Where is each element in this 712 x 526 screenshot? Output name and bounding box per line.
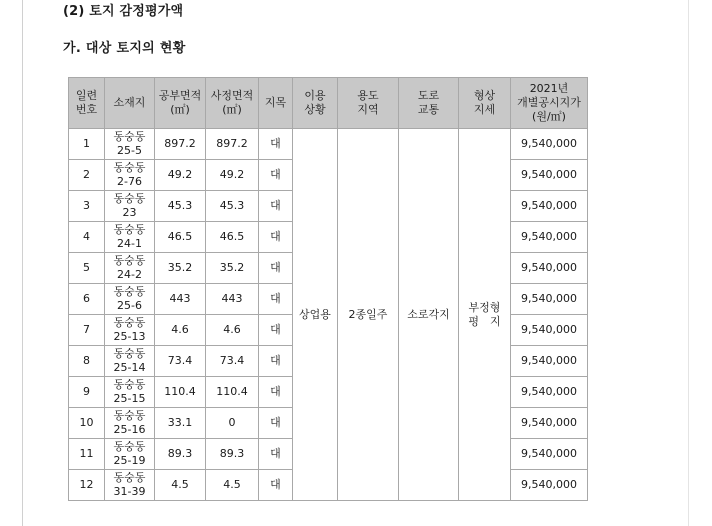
cell-serial-no: 9 (69, 377, 105, 408)
location-lot: 25-19 (113, 454, 146, 467)
cell-serial-no: 12 (69, 470, 105, 501)
location-dong: 동숭동 (113, 440, 146, 453)
location-dong: 동숭동 (113, 316, 146, 329)
cell-location (105, 408, 155, 439)
cell-official-price: 9,540,000 (511, 284, 588, 315)
location-lot: 25-6 (117, 299, 142, 312)
page-left-edge (22, 0, 23, 526)
cell-serial-no: 7 (69, 315, 105, 346)
location-lot: 2-76 (117, 175, 142, 188)
cell-location (105, 284, 155, 315)
cell-assessed-area: 89.3 (206, 439, 259, 470)
cell-location (105, 377, 155, 408)
location-dong: 동숭동 (113, 471, 146, 484)
location-dong: 동숭동 (113, 130, 146, 143)
cell-serial-no: 2 (69, 160, 105, 191)
cell-assessed-area: 897.2 (206, 129, 259, 160)
cell-official-area: 897.2 (155, 129, 206, 160)
location-dong: 동숭동 (113, 161, 146, 174)
cell-official-area: 73.4 (155, 346, 206, 377)
cell-official-area: 443 (155, 284, 206, 315)
header-road: 도로 교통 (399, 78, 459, 129)
cell-assessed-area: 4.5 (206, 470, 259, 501)
cell-official-area: 4.6 (155, 315, 206, 346)
location-lot: 31-39 (113, 485, 146, 498)
cell-location (105, 346, 155, 377)
header-usage: 이용 상황 (293, 78, 338, 129)
cell-official-price: 9,540,000 (511, 222, 588, 253)
location-dong: 동숭동 (113, 223, 146, 236)
header-location: 소재지 (105, 78, 155, 129)
cell-land-category: 대 (259, 408, 293, 439)
location-dong: 동숭동 (113, 192, 146, 205)
cell-assessed-area: 73.4 (206, 346, 259, 377)
cell-assessed-area: 35.2 (206, 253, 259, 284)
cell-official-area: 35.2 (155, 253, 206, 284)
cell-assessed-area: 443 (206, 284, 259, 315)
cell-serial-no: 6 (69, 284, 105, 315)
cell-land-category: 대 (259, 253, 293, 284)
cell-land-category: 대 (259, 377, 293, 408)
table-header-row (69, 78, 588, 129)
page-right-edge (688, 0, 689, 526)
cell-assessed-area: 110.4 (206, 377, 259, 408)
location-dong: 동숭동 (113, 378, 146, 391)
cell-zone-merged: 2종일주 (338, 129, 399, 501)
cell-serial-no: 3 (69, 191, 105, 222)
location-lot: 25-5 (117, 144, 142, 157)
cell-land-category: 대 (259, 284, 293, 315)
header-shape: 형상 지세 (459, 78, 511, 129)
cell-assessed-area: 45.3 (206, 191, 259, 222)
cell-land-category: 대 (259, 315, 293, 346)
cell-official-area: 45.3 (155, 191, 206, 222)
cell-assessed-area: 49.2 (206, 160, 259, 191)
cell-official-area: 49.2 (155, 160, 206, 191)
cell-land-category: 대 (259, 346, 293, 377)
cell-official-price: 9,540,000 (511, 315, 588, 346)
location-lot: 24-1 (117, 237, 142, 250)
land-status-table (68, 77, 588, 501)
cell-official-area: 110.4 (155, 377, 206, 408)
cell-official-area: 46.5 (155, 222, 206, 253)
cell-serial-no: 1 (69, 129, 105, 160)
header-official-area: 공부면적 (㎡) (155, 78, 206, 129)
cell-land-category: 대 (259, 191, 293, 222)
cell-official-price: 9,540,000 (511, 129, 588, 160)
cell-location (105, 191, 155, 222)
cell-road-merged: 소로각지 (399, 129, 459, 501)
cell-official-price: 9,540,000 (511, 160, 588, 191)
cell-location (105, 222, 155, 253)
cell-official-area: 4.5 (155, 470, 206, 501)
cell-official-area: 33.1 (155, 408, 206, 439)
cell-serial-no: 10 (69, 408, 105, 439)
cell-serial-no: 4 (69, 222, 105, 253)
location-lot: 24-2 (117, 268, 142, 281)
shape-form: 부정형 (468, 300, 501, 314)
cell-land-category: 대 (259, 222, 293, 253)
cell-assessed-area: 0 (206, 408, 259, 439)
location-dong: 동숭동 (113, 347, 146, 360)
cell-location (105, 129, 155, 160)
header-official-price: 2021년 개별공시지가 (원/㎡) (511, 78, 588, 129)
location-lot: 25-14 (113, 361, 146, 374)
cell-land-category: 대 (259, 160, 293, 191)
location-dong: 동숭동 (113, 409, 146, 422)
location-dong: 동숭동 (113, 285, 146, 298)
table-body (69, 129, 588, 501)
section-title: (2) 토지 감정평가액 (63, 4, 184, 19)
cell-land-category: 대 (259, 470, 293, 501)
cell-usage-merged: 상업용 (293, 129, 338, 501)
location-lot: 25-16 (113, 423, 146, 436)
location-lot: 25-15 (113, 392, 146, 405)
location-dong: 동숭동 (113, 254, 146, 267)
cell-location (105, 160, 155, 191)
shape-terrain: 평 지 (468, 314, 501, 328)
table-row (69, 129, 588, 160)
cell-official-price: 9,540,000 (511, 470, 588, 501)
cell-serial-no: 11 (69, 439, 105, 470)
cell-official-area: 89.3 (155, 439, 206, 470)
cell-location (105, 253, 155, 284)
cell-official-price: 9,540,000 (511, 346, 588, 377)
cell-location (105, 439, 155, 470)
cell-shape-merged (459, 129, 511, 501)
cell-official-price: 9,540,000 (511, 191, 588, 222)
location-lot: 23 (122, 206, 137, 219)
sub-title: 가. 대상 토지의 현황 (63, 41, 186, 56)
header-assessed-area: 사정면적 (㎡) (206, 78, 259, 129)
cell-location (105, 315, 155, 346)
cell-assessed-area: 46.5 (206, 222, 259, 253)
cell-assessed-area: 4.6 (206, 315, 259, 346)
cell-official-price: 9,540,000 (511, 408, 588, 439)
cell-official-price: 9,540,000 (511, 439, 588, 470)
cell-official-price: 9,540,000 (511, 253, 588, 284)
cell-location (105, 470, 155, 501)
header-serial-no: 일련 번호 (69, 78, 105, 129)
cell-land-category: 대 (259, 439, 293, 470)
cell-serial-no: 8 (69, 346, 105, 377)
location-lot: 25-13 (113, 330, 146, 343)
header-zone: 용도 지역 (338, 78, 399, 129)
header-land-category: 지목 (259, 78, 293, 129)
cell-land-category: 대 (259, 129, 293, 160)
cell-official-price: 9,540,000 (511, 377, 588, 408)
cell-serial-no: 5 (69, 253, 105, 284)
